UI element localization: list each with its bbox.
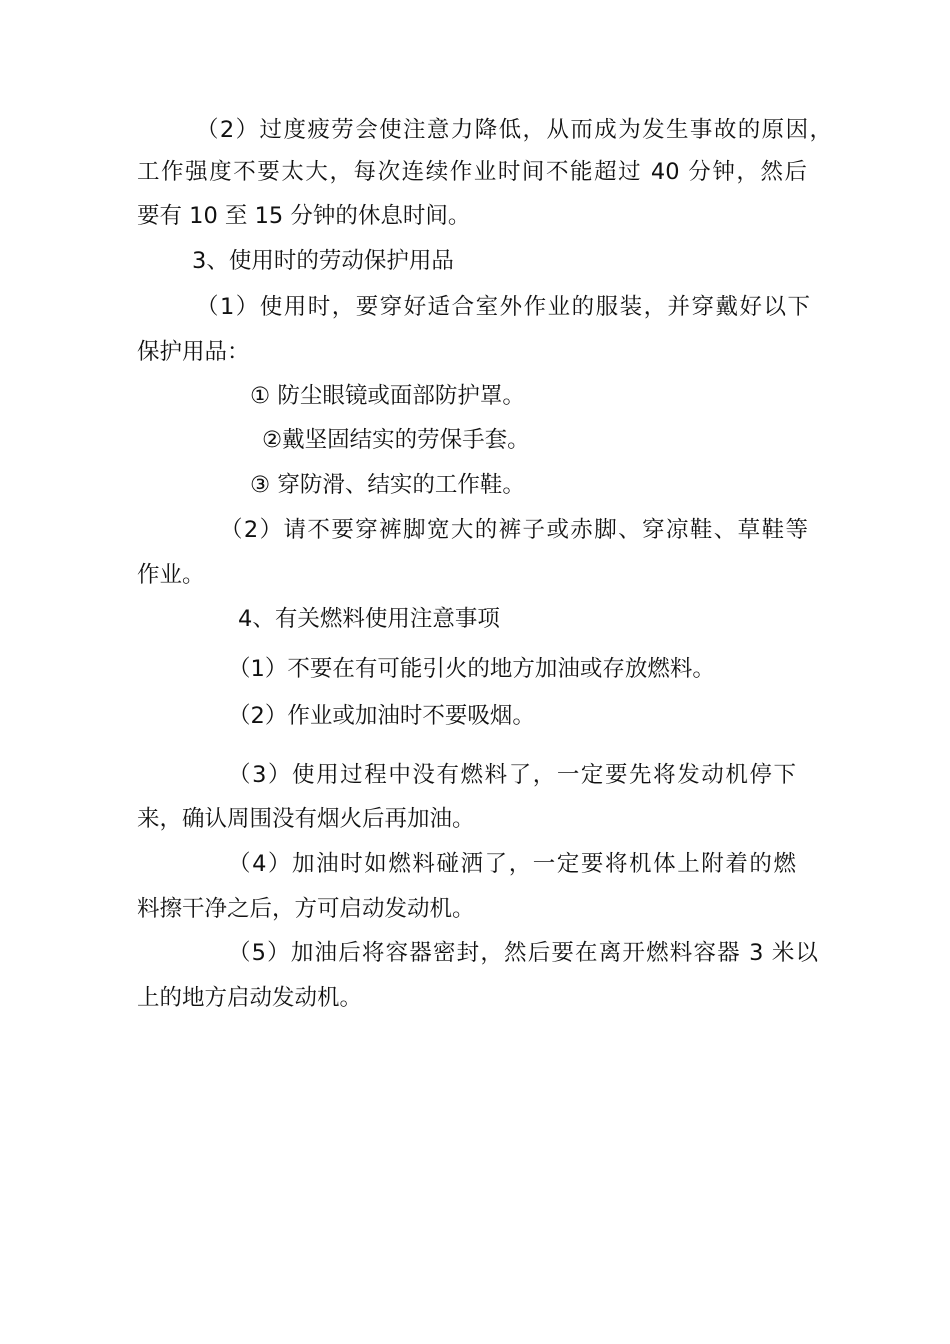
list-item: （2）作业或加油时不要吸烟。 [228,703,535,729]
paragraph-line: 料擦干净之后，方可启动发动机。 [137,896,475,922]
section-heading: 4、有关燃料使用注意事项 [238,606,500,632]
list-item: （1）不要在有可能引火的地方加油或存放燃料。 [228,656,715,682]
paragraph-line: 要有 10 至 15 分钟的休息时间。 [137,203,471,229]
paragraph-line: 上的地方启动发动机。 [137,985,363,1011]
list-item: ②戴坚固结实的劳保手套。 [262,427,530,453]
paragraph-line: 作业。 [137,562,205,588]
section-heading: 3、使用时的劳动保护用品 [192,248,454,274]
list-item: ① 防尘眼镜或面部防护罩。 [250,383,525,409]
paragraph-line: （2）过度疲劳会使注意力降低，从而成为发生事故的原因， [196,117,832,143]
paragraph-line: 保护用品： [137,339,250,365]
list-item: ③ 穿防滑、结实的工作鞋。 [250,472,525,498]
paragraph-line: （4）加油时如燃料碰洒了，一定要将机体上附着的燃 [228,851,796,877]
paragraph-line: （5）加油后将容器密封，然后要在离开燃料容器 3 米以 [228,940,818,966]
paragraph-line: （2）请不要穿裤脚宽大的裤子或赤脚、穿凉鞋、草鞋等 [220,517,808,543]
paragraph-line: （1）使用时，要穿好适合室外作业的服装，并穿戴好以下 [196,294,810,320]
paragraph-line: 来，确认周围没有烟火后再加油。 [137,806,475,832]
paragraph-line: （3）使用过程中没有燃料了，一定要先将发动机停下 [228,762,796,788]
paragraph-line: 工作强度不要太大，每次连续作业时间不能超过 40 分钟，然后 [137,159,807,185]
